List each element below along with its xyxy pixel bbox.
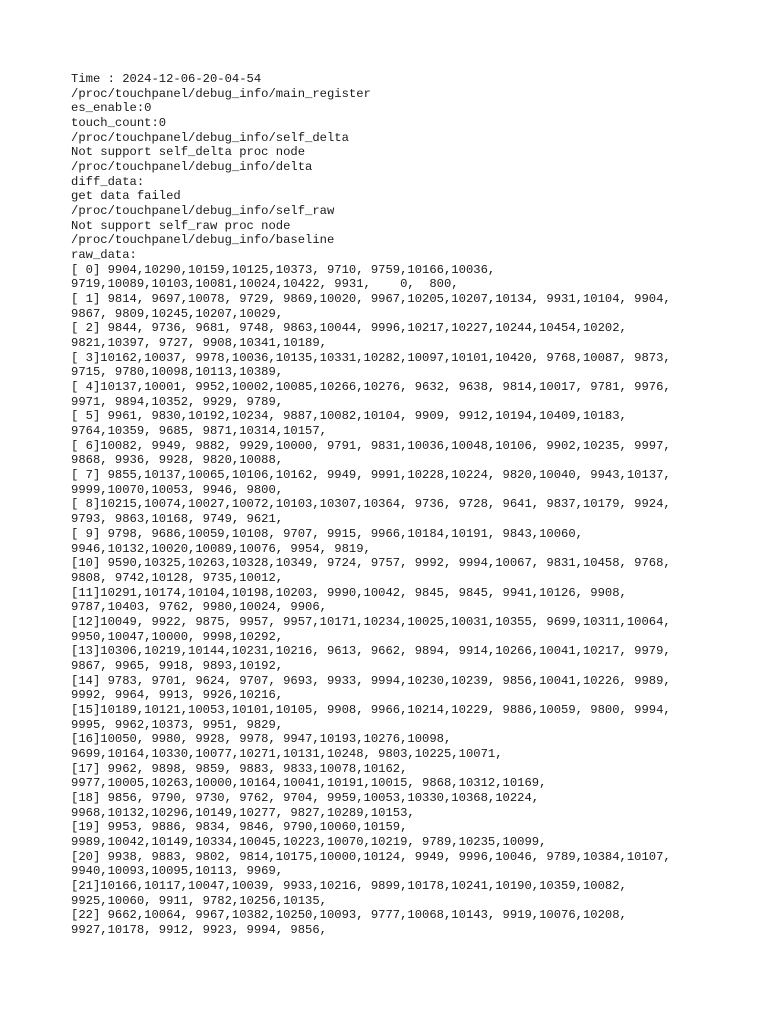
header-line: es_enable:0 <box>71 101 152 116</box>
raw-data-row-continuation: 9971, 9894,10352, 9929, 9789, <box>71 394 284 409</box>
raw-data-row-continuation: 9793, 9863,10168, 9749, 9621, <box>71 512 284 527</box>
raw-data-row-first-line: [ 0] 9904,10290,10159,10125,10373, 9710, 9759,10166,10036, <box>71 262 496 277</box>
raw-data-row-continuation: 9989,10042,10149,10334,10045,10223,10070,10219, 9789,10235,10099, <box>71 834 547 849</box>
raw-data-row <box>71 879 751 908</box>
raw-data-row-first-line: [ 1] 9814, 9697,10078, 9729, 9869,10020, 9967,10205,10207,10134, 9931,10104, 9904, <box>71 292 671 307</box>
header-line: diff_data: <box>71 174 145 189</box>
raw-data-row-first-line: [ 2] 9844, 9736, 9681, 9748, 9863,10044, 9996,10217,10227,10244,10454,10202, <box>71 321 627 336</box>
raw-data-row-continuation: 9715, 9780,10098,10113,10389, <box>71 365 284 380</box>
raw-data-row-first-line: [13]10306,10219,10144,10231,10216, 9613, 9662, 9894, 9914,10266,10041,10217, 9979, <box>71 644 671 659</box>
header-line: /proc/touchpanel/debug_info/self_raw <box>71 204 335 219</box>
raw-data-row-first-line: [14] 9783, 9701, 9624, 9707, 9693, 9933, 9994,10230,10239, 9856,10041,10226, 9989, <box>71 673 671 688</box>
raw-data-row <box>71 556 751 585</box>
raw-data-row-first-line: [ 4]10137,10001, 9952,10002,10085,10266,10276, 9632, 9638, 9814,10017, 9781, 9976, <box>71 380 671 395</box>
raw-data-row <box>71 850 751 879</box>
header-line: raw_data: <box>71 248 137 263</box>
raw-data-row-continuation: 9764,10359, 9685, 9871,10314,10157, <box>71 424 327 439</box>
raw-data-row <box>71 439 751 468</box>
raw-data-row <box>71 468 751 497</box>
raw-data-row-first-line: [20] 9938, 9883, 9802, 9814,10175,10000,10124, 9949, 9996,10046, 9789,10384,10107, <box>71 849 671 864</box>
raw-data-block <box>71 263 751 938</box>
raw-data-row-first-line: [19] 9953, 9886, 9834, 9846, 9790,10060,10159, <box>71 820 408 835</box>
raw-data-row-first-line: [10] 9590,10325,10263,10328,10349, 9724, 9757, 9992, 9994,10067, 9831,10458, 9768, <box>71 556 671 571</box>
header-line: Time : 2024-12-06-20-04-54 <box>71 72 262 86</box>
header-line: /proc/touchpanel/debug_info/baseline <box>71 233 335 248</box>
raw-data-row <box>71 409 751 438</box>
raw-data-row <box>71 321 751 350</box>
raw-data-row <box>71 644 751 673</box>
raw-data-row-first-line: [15]10189,10121,10053,10101,10105, 9908, 9966,10214,10229, 9886,10059, 9800, 9994, <box>71 702 671 717</box>
raw-data-row-continuation: 9946,10132,10020,10089,10076, 9954, 9819, <box>71 541 371 556</box>
raw-data-row-continuation: 9940,10093,10095,10113, 9969, <box>71 864 284 879</box>
raw-data-row-first-line: [16]10050, 9980, 9928, 9978, 9947,10193,10276,10098, <box>71 732 452 747</box>
raw-data-row-continuation: 9699,10164,10330,10077,10271,10131,10248, 9803,10225,10071, <box>71 746 503 761</box>
raw-data-row <box>71 527 751 556</box>
header-line: get data failed <box>71 189 181 204</box>
raw-data-row-continuation: 9999,10070,10053, 9946, 9800, <box>71 482 284 497</box>
raw-data-row-first-line: [11]10291,10174,10104,10198,10203, 9990,10042, 9845, 9845, 9941,10126, 9908, <box>71 585 627 600</box>
raw-data-row-first-line: [ 6]10082, 9949, 9882, 9929,10000, 9791, 9831,10036,10048,10106, 9902,10235, 9997, <box>71 438 671 453</box>
raw-data-row-continuation: 9925,10060, 9911, 9782,10256,10135, <box>71 893 327 908</box>
raw-data-row-continuation: 9867, 9809,10245,10207,10029, <box>71 306 284 321</box>
header-block <box>71 72 751 263</box>
raw-data-row-first-line: [ 9] 9798, 9686,10059,10108, 9707, 9915, 9966,10184,10191, 9843,10060, <box>71 526 583 541</box>
raw-data-row <box>71 908 751 937</box>
header-line: /proc/touchpanel/debug_info/self_delta <box>71 130 349 145</box>
raw-data-row-continuation: 9968,10132,10296,10149,10277, 9827,10289,10153, <box>71 805 415 820</box>
raw-data-row <box>71 703 751 732</box>
raw-data-row <box>71 351 751 380</box>
raw-data-row-continuation: 9995, 9962,10373, 9951, 9829, <box>71 717 284 732</box>
raw-data-row-continuation: 9821,10397, 9727, 9908,10341,10189, <box>71 336 327 351</box>
raw-data-row-first-line: [21]10166,10117,10047,10039, 9933,10216, 9899,10178,10241,10190,10359,10082, <box>71 878 627 893</box>
raw-data-row <box>71 497 751 526</box>
raw-data-row-continuation: 9868, 9936, 9928, 9820,10088, <box>71 453 284 468</box>
raw-data-row-continuation: 9719,10089,10103,10081,10024,10422, 9931, 0, 800, <box>71 277 459 292</box>
raw-data-row <box>71 674 751 703</box>
header-line: /proc/touchpanel/debug_info/delta <box>71 160 313 175</box>
header-line: touch_count:0 <box>71 116 167 131</box>
raw-data-row-continuation: 9867, 9965, 9918, 9893,10192, <box>71 658 284 673</box>
raw-data-row-first-line: [ 8]10215,10074,10027,10072,10103,10307,10364, 9736, 9728, 9641, 9837,10179, 9924, <box>71 497 671 512</box>
raw-data-row <box>71 380 751 409</box>
raw-data-row-continuation: 9977,10005,10263,10000,10164,10041,10191,10015, 9868,10312,10169, <box>71 776 547 791</box>
raw-data-row <box>71 791 751 820</box>
header-line: Not support self_raw proc node <box>71 218 291 233</box>
raw-data-row-first-line: [ 7] 9855,10137,10065,10106,10162, 9949, 9991,10228,10224, 9820,10040, 9943,10137, <box>71 468 671 483</box>
header-line: Not support self_delta proc node <box>71 145 306 160</box>
header-line: /proc/touchpanel/debug_info/main_register <box>71 86 371 101</box>
raw-data-row-first-line: [17] 9962, 9898, 9859, 9883, 9833,10078,10162, <box>71 761 408 776</box>
raw-data-row <box>71 762 751 791</box>
raw-data-row <box>71 586 751 615</box>
raw-data-row-continuation: 9950,10047,10000, 9998,10292, <box>71 629 284 644</box>
raw-data-row-continuation: 9927,10178, 9912, 9923, 9994, 9856, <box>71 922 327 937</box>
raw-data-row-first-line: [12]10049, 9922, 9875, 9957, 9957,10171,10234,10025,10031,10355, 9699,10311,10064, <box>71 614 671 629</box>
raw-data-row <box>71 263 751 292</box>
raw-data-row-first-line: [ 3]10162,10037, 9978,10036,10135,10331,10282,10097,10101,10420, 9768,10087, 9873, <box>71 350 671 365</box>
raw-data-row-continuation: 9808, 9742,10128, 9735,10012, <box>71 570 284 585</box>
raw-data-row-first-line: [ 5] 9961, 9830,10192,10234, 9887,10082,10104, 9909, 9912,10194,10409,10183, <box>71 409 627 424</box>
raw-data-row-first-line: [18] 9856, 9790, 9730, 9762, 9704, 9959,10053,10330,10368,10224, <box>71 790 540 805</box>
raw-data-row <box>71 615 751 644</box>
raw-data-row-continuation: 9787,10403, 9762, 9980,10024, 9906, <box>71 600 327 615</box>
raw-data-row <box>71 820 751 849</box>
debug-log-text <box>71 72 751 938</box>
raw-data-row-continuation: 9992, 9964, 9913, 9926,10216, <box>71 688 284 703</box>
raw-data-row <box>71 732 751 761</box>
raw-data-row <box>71 292 751 321</box>
raw-data-row-first-line: [22] 9662,10064, 9967,10382,10250,10093, 9777,10068,10143, 9919,10076,10208, <box>71 908 627 923</box>
